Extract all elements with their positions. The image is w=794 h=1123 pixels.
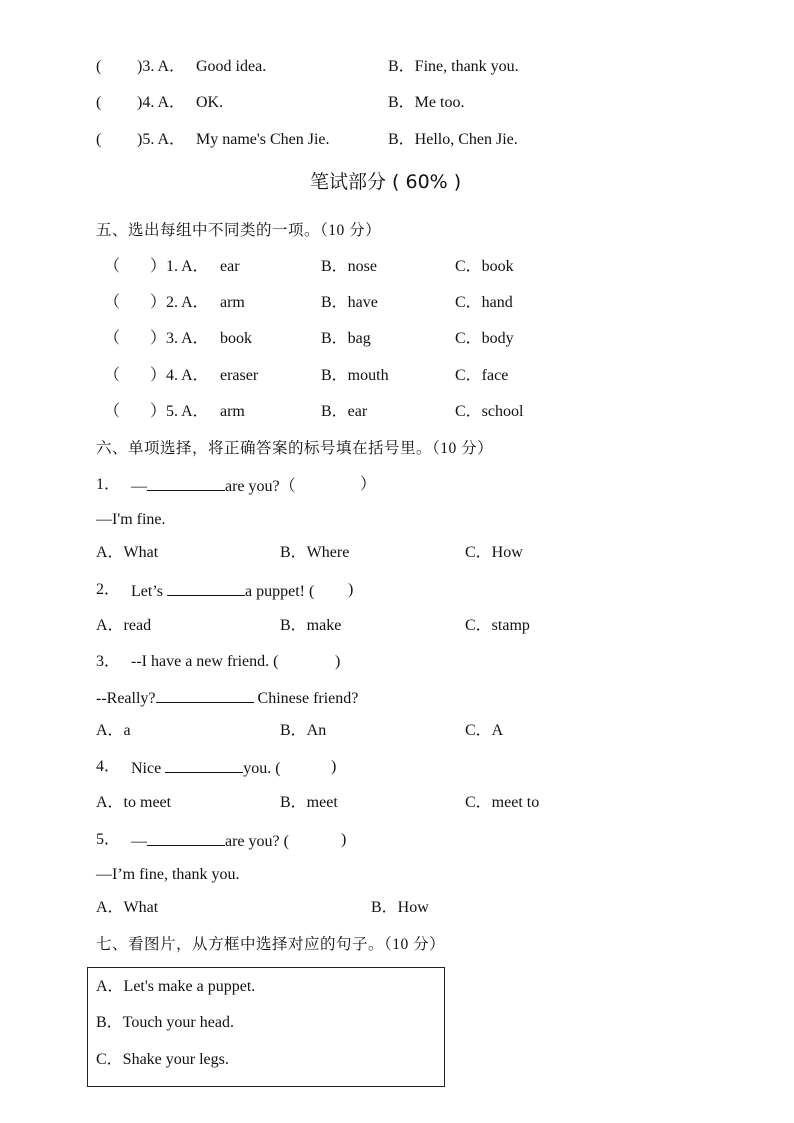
option-c: C．A	[465, 722, 504, 739]
option-a: Good idea.	[196, 58, 267, 75]
option-a: eraser	[220, 367, 259, 384]
option-b: B．Me too.	[388, 94, 465, 111]
option-c: C．How	[465, 544, 523, 561]
item-number: ）1. A．	[150, 258, 209, 275]
sentence-option-c: C．Shake your legs.	[96, 1051, 229, 1068]
answer-paren[interactable]: (	[96, 94, 102, 111]
answer-paren-close[interactable]: )	[348, 581, 354, 598]
question-number: )3. A．	[137, 58, 186, 75]
option-c: C．stamp	[465, 617, 530, 634]
question-number: 2．	[96, 581, 121, 598]
answer-paren[interactable]: (	[96, 58, 102, 75]
option-b: B．mouth	[321, 367, 389, 384]
option-b: B．Where	[280, 544, 350, 561]
section-score: （10 分）	[432, 440, 494, 457]
option-b: B．nose	[321, 258, 378, 275]
question-3-reply: --Really? Chinese friend?	[96, 687, 358, 709]
option-b: B．have	[321, 294, 378, 311]
option-b: B．An	[280, 722, 327, 739]
option-c: C．school	[455, 403, 524, 420]
question-number: )4. A．	[137, 94, 186, 111]
item-number: ）2. A．	[150, 294, 209, 311]
option-b: B．make	[280, 617, 342, 634]
question-stem: — are you?（	[131, 475, 296, 497]
fill-blank[interactable]	[156, 687, 254, 703]
section-title-text: 六、单项选择，将正确答案的标号填在括号里。	[96, 439, 433, 457]
item-number: ）4. A．	[150, 367, 209, 384]
question-stem: Let’s a puppet! (	[131, 580, 314, 602]
option-b: B．ear	[321, 403, 368, 420]
option-a: A．What	[96, 544, 159, 561]
fill-blank[interactable]	[147, 475, 225, 491]
option-c: C．face	[455, 367, 509, 384]
option-a: A．to meet	[96, 794, 172, 811]
sentence-option-b: B．Touch your head.	[96, 1014, 234, 1031]
answer-paren[interactable]: （	[104, 294, 121, 311]
question-5-reply: —I’m fine, thank you.	[96, 866, 240, 883]
fill-blank[interactable]	[147, 830, 225, 846]
question-stem: — are you? (	[131, 830, 289, 852]
question-stem: --I have a new friend. (	[131, 653, 279, 670]
section-5-title	[96, 220, 381, 241]
fill-blank[interactable]	[165, 757, 243, 773]
section-title-text: 七、看图片，从方框中选择对应的句子。	[96, 935, 385, 953]
section-7-title	[96, 934, 445, 955]
item-number: ）5. A．	[150, 403, 209, 420]
option-b: B．Hello, Chen Jie.	[388, 131, 518, 148]
option-b: B．How	[371, 899, 429, 916]
fill-blank[interactable]	[167, 580, 245, 596]
question-number: )5. A．	[137, 131, 186, 148]
sentence-option-a: A．Let's make a puppet.	[96, 978, 256, 995]
answer-paren-close[interactable]: ）	[360, 476, 377, 493]
option-a: A．What	[96, 899, 159, 916]
option-a: ear	[220, 258, 240, 275]
answer-paren[interactable]: （	[104, 403, 121, 420]
answer-paren[interactable]: (	[96, 131, 102, 148]
answer-paren[interactable]: （	[104, 367, 121, 384]
option-c: C．book	[455, 258, 514, 275]
question-1-reply: —I'm fine.	[96, 511, 166, 528]
option-c: C．meet to	[465, 794, 540, 811]
answer-paren-close[interactable]: )	[331, 758, 337, 775]
option-a: A．read	[96, 617, 152, 634]
question-number: 3．	[96, 653, 121, 670]
option-a: My name's Chen Jie.	[196, 131, 330, 148]
question-number: 5．	[96, 831, 121, 848]
option-c: C．body	[455, 330, 514, 347]
option-c: C．hand	[455, 294, 513, 311]
answer-paren-close[interactable]: )	[341, 831, 347, 848]
option-a: OK.	[196, 94, 224, 111]
option-b: B．Fine, thank you.	[388, 58, 519, 75]
question-stem: Nice you. (	[131, 757, 281, 779]
section-title-text: 五、选出每组中不同类的一项。	[96, 221, 321, 239]
answer-paren[interactable]: （	[104, 330, 121, 347]
answer-paren[interactable]: （	[104, 258, 121, 275]
option-a: arm	[220, 294, 245, 311]
question-number: 4．	[96, 758, 121, 775]
option-b: B．meet	[280, 794, 338, 811]
item-number: ）3. A．	[150, 330, 209, 347]
written-part-title: 笔试部分 ( 60% )	[310, 171, 462, 193]
question-number: 1．	[96, 476, 121, 493]
section-score: （10 分）	[320, 222, 382, 239]
option-b: B．bag	[321, 330, 371, 347]
section-6-title	[96, 438, 493, 459]
section-score: （10 分）	[384, 936, 446, 953]
option-a: A．a	[96, 722, 131, 739]
option-a: book	[220, 330, 252, 347]
answer-paren-close[interactable]: )	[335, 653, 341, 670]
option-a: arm	[220, 403, 245, 420]
